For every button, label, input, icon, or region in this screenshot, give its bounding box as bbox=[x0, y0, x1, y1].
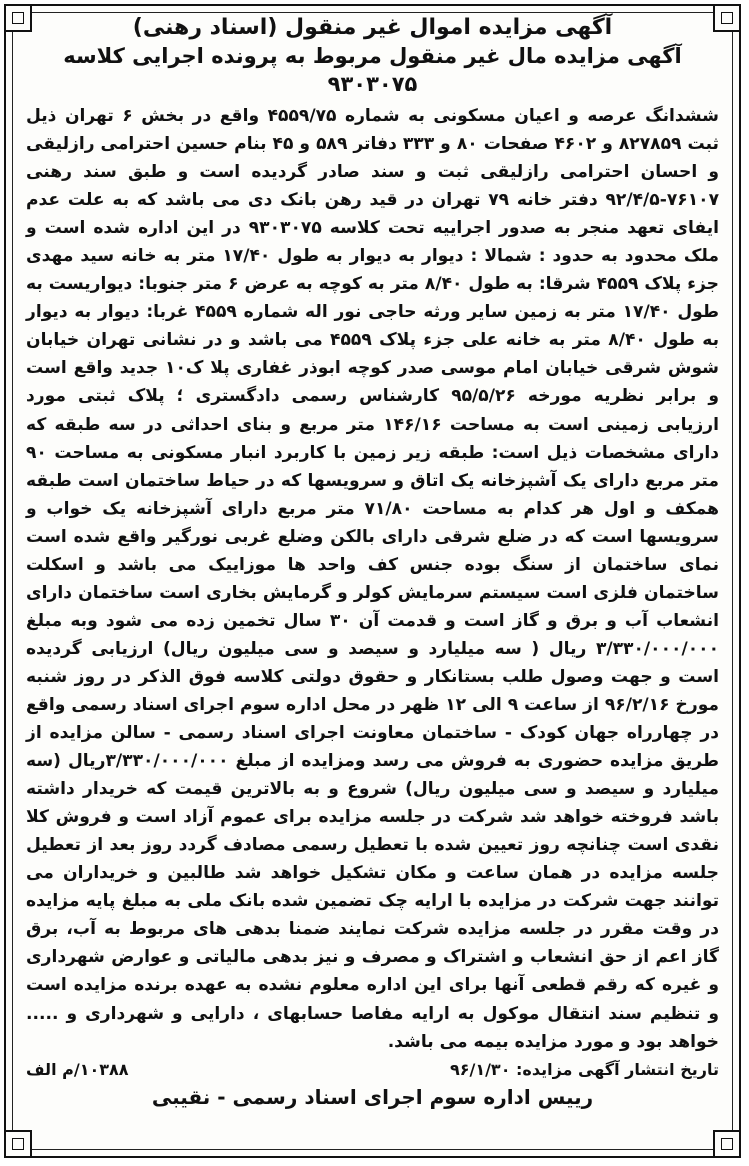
reference-number: ۱۰۳۸۸/م الف bbox=[26, 1059, 129, 1079]
notice-footer bbox=[26, 1058, 719, 1082]
publish-date: تاریخ انتشار آگهی مزایده: ۹۶/۱/۳۰ bbox=[449, 1059, 719, 1079]
notice-subtitle: آگهی مزایده مال غیر منقول مربوط به پرونده اجرایی کلاسه ۹۳۰۳۰۷۵ bbox=[63, 44, 682, 96]
signature: رییس اداره سوم اجرای اسناد رسمی - نقیبی bbox=[151, 1084, 594, 1109]
notice-content bbox=[26, 14, 719, 1146]
notice-title: آگهی مزایده اموال غیر منقول (اسناد رهنی) bbox=[132, 15, 613, 40]
notice-frame bbox=[4, 4, 741, 1158]
notice-body: ششدانگ عرصه و اعیان مسکونی به شماره ۴۵۵۹/۷۵ واقع در بخش ۶ تهران ذیل ثبت ۸۲۷۸۵۹ و ۴۶۰۲ صفحات ۸۰ و ۳۳۳ دفاتر ۵۸۹ و ۴۵ بنام حسین احترامی رازلیقی و احسان احترامی رازلیقی ثبت و سند صادر گردیده است و طبق سند رهنی ۷۶۱۰۷-۹۲/۴/۵ دفتر خانه ۷۹ تهران در قید رهن بانک دی می باشد که به علت عدم ایفای تعهد منجر به صدور اجراییه تحت کلاسه ۹۳۰۳۰۷۵ در این اداره شده است و ملک محدود به حدود : شمالا : دیوار به دیوار به طول ۱۷/۴۰ متر به خانه سید مهدی جزء پلاک ۴۵۵۹ شرقا: به طول ۸/۴۰ متر به کوچه به عرض ۶ متر جنوبا: دیواریست به طول ۱۷/۴۰ متر به زمین سایر ورثه حاجی نور اله شماره ۴۵۵۹ غربا: دیوار به دیوار به طول ۸/۴۰ متر به خانه علی جزء پلاک ۴۵۵۹ می باشد و در نشانی تهران خیابان شوش شرقی خیابان امام موسی صدر کوچه ابوذر غفاری پلا ک۱۰ جدید واقع است و برابر نظریه مورخه ۹۵/۵/۲۶ کارشناس رسمی دادگستری ؛ پلاک ثبتی مورد ارزیابی زمینی است به مساحت ۱۴۶/۱۶ متر مربع و بنای احداثی در سه طبقه که دارای مشخصات ذیل است: طبقه زیر زمین با کاربرد انبار مسکونی به مساحت ۹۰ متر مربع دارای یک آشپزخانه یک اتاق و سرویسها که در حیاط ساختمان است طبقه همکف و اول هر کدام به مساحت ۷۱/۸۰ متر مربع دارای آشپزخانه یک خواب و سرویسها است که در ضلع شرقی دارای بالکن وضلع غربی نورگیر واقع شده است نمای ساختمان از سنگ بوده جنس کف واحد ها موزاییک می باشد و اسکلت ساختمان فلزی است سیستم سرمایش کولر و گرمایش بخاری است ساختمان دارای انشعاب آب و برق و گاز است و قدمت آن ۳۰ سال تخمین زده می شود وبه مبلغ ۳/۳۳۰/۰۰۰/۰۰۰ ریال ( سه میلیارد و سیصد و سی میلیون ریال) ارزیابی گردیده است و جهت وصول طلب بستانکار و حقوق دولتی کلاسه فوق الذکر در روز شنبه مورخ ۹۶/۲/۱۶ از ساعت ۹ الی ۱۲ ظهر در محل اداره سوم اجرای اسناد رسمی واقع در چهارراه جهان کودک - ساختمان معاونت اجرای اسناد رسمی - سالن مزایده از طریق مزایده حضوری به فروش می رسد ومزایده از مبلغ ۳/۳۳۰/۰۰۰/۰۰۰ریال (سه میلیارد و سیصد و سی میلیون ریال) شروع و به بالاترین قیمت که خریدار داشته باشد فروخته خواهد شد شرکت در جلسه مزایده برای عموم آزاد است و فروش کلا نقدی است چنانچه روز تعیین شده با تعطیل رسمی مصادف گردد روز بعد از تعطیل جلسه مزایده در همان ساعت و مکان تشکیل خواهد شد طالبین و خریداران می توانند جهت شرکت در مزایده با ارایه چک تضمین شده بانک ملی به مبلغ پایه مزایده در وقت مقرر در جلسه مزایده شرکت نمایند ضمنا بدهی های مربوط به آب، برق گاز اعم از حق انشعاب و اشتراک و مصرف و نیز بدهی مالیاتی و عوارض شهرداری و غیره که رقم قطعی آنها برای این اداره معلوم نشده به عهده برنده مزایده است و تنظیم سند انتقال موکول به ارایه مفاصا حسابهای ، دارایی و شهرداری و ..... خواهد بود و مورد مزایده بیمه می باشد. bbox=[26, 106, 720, 1052]
